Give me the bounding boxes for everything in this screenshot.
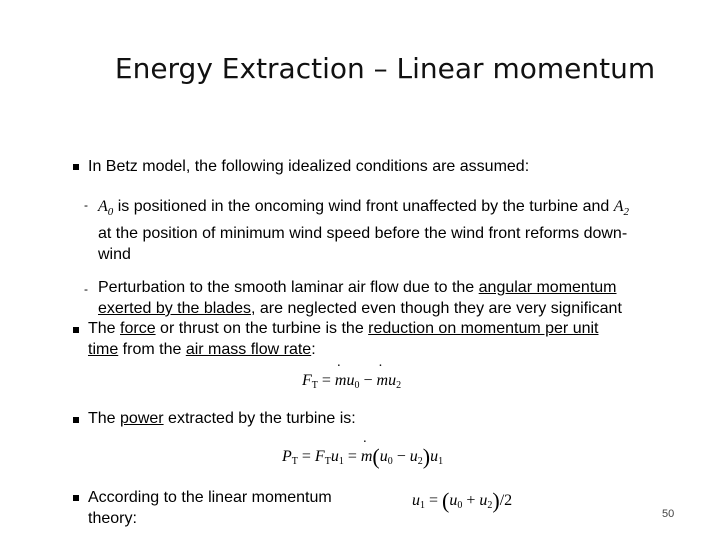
bullet-betz-conditions: In Betz model, the following idealized conditions are assumed: <box>88 158 530 175</box>
sub-bullet-perturbation: Perturbation to the smooth laminar air flow due to the angular momentum exerted by the blades, are neglected even though they are very significant <box>98 279 622 317</box>
bullet-linear-momentum: According to the linear momentum theory: <box>88 489 332 527</box>
bullet-force: The force or thrust on the turbine is the reduction on momentum per unit time from the air mass flow rate: <box>88 320 599 358</box>
slide-title: Energy Extraction – Linear momentum <box>114 52 656 85</box>
bullet-power: The power extracted by the turbine is: <box>88 410 356 427</box>
bullet-marker <box>73 327 79 333</box>
bullet-marker <box>73 417 79 423</box>
equation-thrust: $F_T$ = · $mu_0$ − · $mu_2$ <box>302 372 401 391</box>
equation-power: $P_T = F_Tu_1$ = · $m(u_0 - u_2)u_1$ <box>282 444 443 470</box>
bullet-marker <box>73 495 79 501</box>
sub-bullet-marker: - <box>84 198 88 212</box>
link-angular-momentum: angular momentum <box>478 279 617 296</box>
bullet-marker <box>73 164 79 170</box>
sub-bullet-marker: - <box>84 282 88 296</box>
symbol-a2: $A_2$ <box>613 198 630 219</box>
link-exerted-by-blades: exerted by the blades <box>98 300 251 317</box>
equation-u1: $u_1 = (u_0 + u_2)/2$ <box>412 488 513 513</box>
sub-bullet-a0-a2: $A_0$ is positioned in the oncoming wind front unaffected by the turbine and $A_2$ at the position of minimum wind speed before the wind front reforms down- wind <box>98 198 630 264</box>
symbol-a0: $A_0$ <box>98 198 114 219</box>
page-number: 50 <box>662 508 675 520</box>
